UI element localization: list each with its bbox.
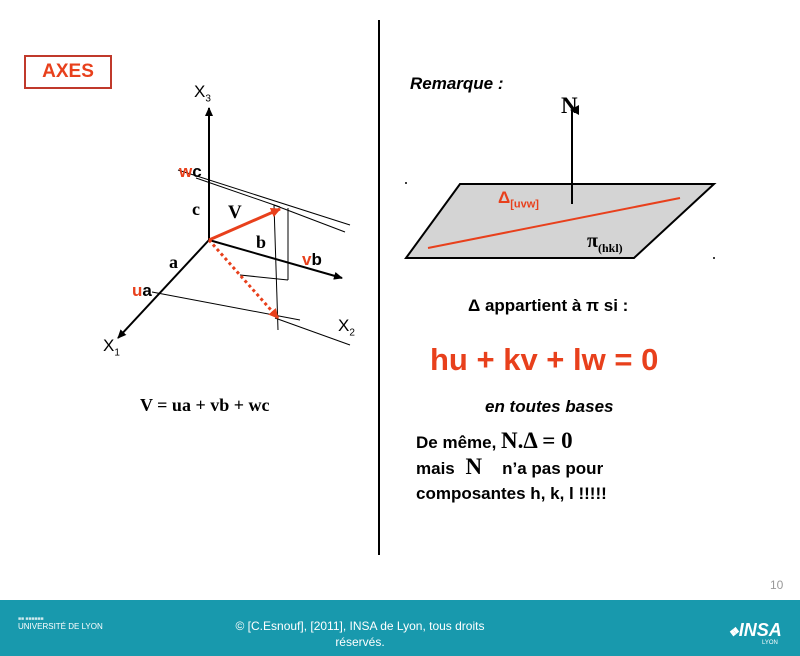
label-b: b <box>256 232 267 252</box>
v-vector-arrow <box>209 209 280 240</box>
axis-label-x3: $X_3$ <box>194 82 211 105</box>
label-vb: vb <box>302 250 322 269</box>
pi-label: $\pi_{(hkl)}$ <box>587 230 623 255</box>
dot-mark <box>713 257 715 259</box>
construction-line <box>274 205 278 330</box>
axes-diagram <box>0 0 380 400</box>
label-vector-v: V <box>228 202 242 223</box>
remarque-heading: Remarque : <box>410 74 504 93</box>
insa-logo-sub: LYON <box>762 640 778 646</box>
bases-note: en toutes bases <box>485 397 614 416</box>
condition-text: Δ appartient à π si : <box>468 296 629 315</box>
label-c: c <box>192 199 200 219</box>
universite-lyon-logo: ■■ ■■■■■■ UNIVERSITÉ DE LYON <box>18 616 103 631</box>
vector-formula: V = ua + vb + wc <box>140 395 270 415</box>
page-number: 10 <box>770 578 784 592</box>
text-line-2: mais N n’a pas pour <box>416 454 604 479</box>
text-line-3: composantes h, k, l !!!!! <box>416 484 607 503</box>
normal-label-n: N <box>561 93 578 118</box>
projection-dotted-arrow <box>209 240 278 318</box>
label-wc: wc <box>179 162 202 181</box>
axes-badge: AXES <box>24 55 112 89</box>
copyright-text: © [C.Esnouf], [2011], INSA de Lyon, tous droits réservés. <box>235 619 485 649</box>
plane-equation: hu + kv + lw = 0 <box>430 342 659 377</box>
axis-label-x2: $X_2$ <box>338 316 355 339</box>
text-line-1: De même, N.Δ = 0 <box>416 428 573 453</box>
insa-logo: ❖INSA <box>728 620 782 640</box>
dot-mark <box>405 182 407 184</box>
delta-label: $\Delta_{[uvw]}$ <box>498 188 539 211</box>
label-a: a <box>169 252 178 272</box>
axis-label-x1: $X_1$ <box>103 336 120 359</box>
construction-line <box>274 205 345 232</box>
construction-line <box>240 275 288 280</box>
label-ua: ua <box>132 281 152 300</box>
